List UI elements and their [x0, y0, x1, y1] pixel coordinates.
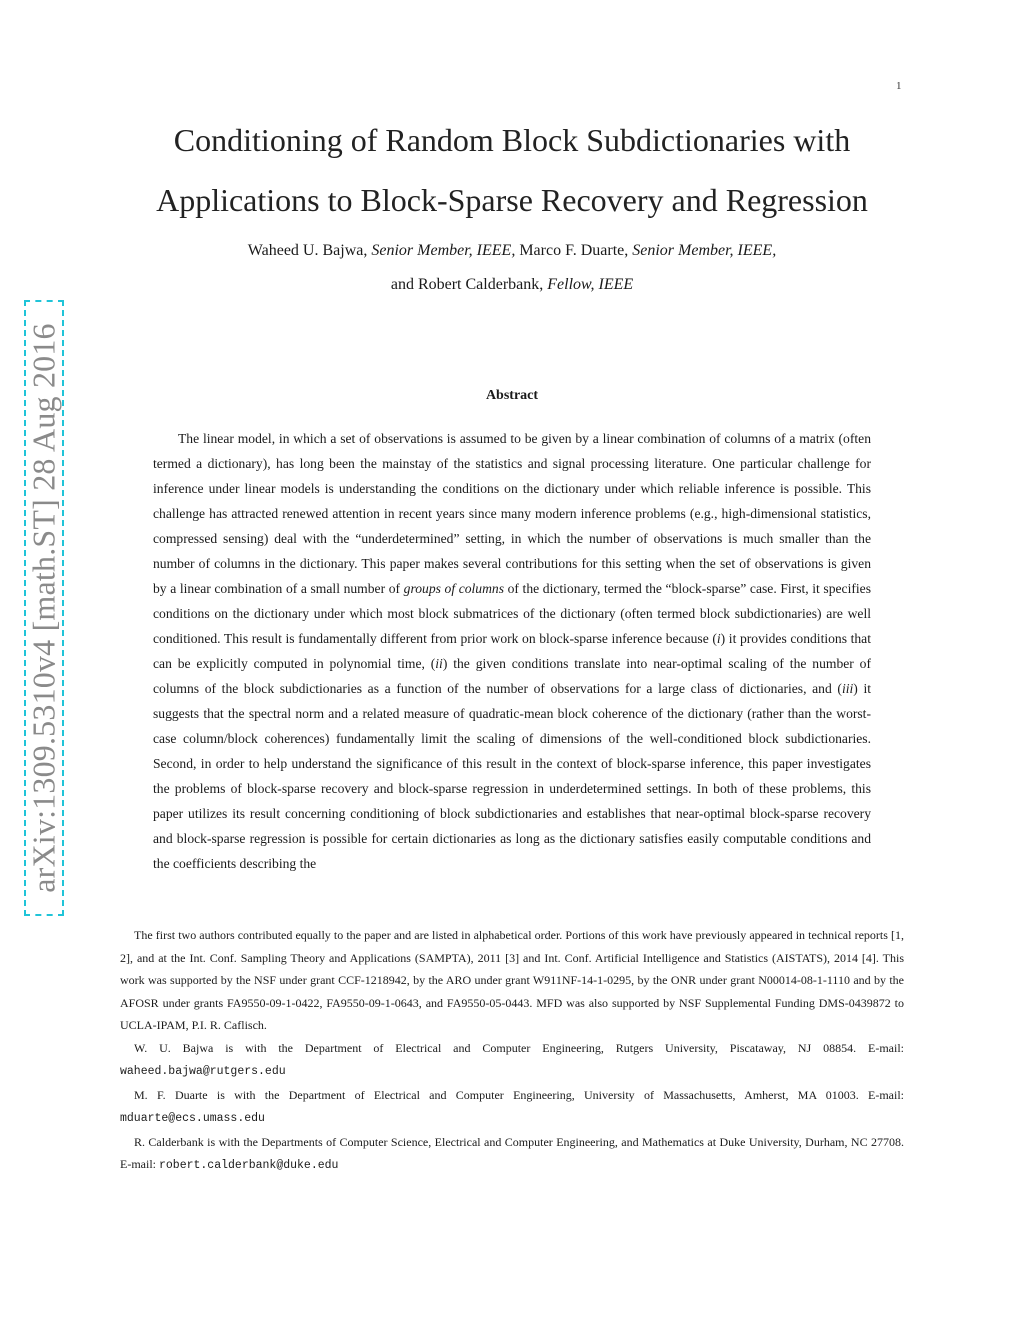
- enum-ii: ii: [435, 656, 443, 671]
- email-duarte[interactable]: mduarte@ecs.umass.edu: [120, 1112, 265, 1125]
- abstract-part-3: of the dictionary, termed the “block-sparse” case. First, it specifies conditions on the dictionary under which most block submatrices of the dictionary (often termed block subdictionaries) are well conditioned. This result is fundamentally different from prior work on block-sparse inference because (: [153, 581, 871, 646]
- abstract-body: [153, 426, 871, 906]
- author-calderbank: and Robert Calderbank,: [390, 276, 544, 293]
- author-duarte: Marco F. Duarte,: [519, 242, 629, 259]
- enum-iii: iii: [841, 681, 854, 696]
- footnote-bajwa-text: W. U. Bajwa is with the Department of Electrical and Computer Engineering, Rutgers University, Piscataway, NJ 08854. E-mail:: [134, 1040, 904, 1055]
- author-bajwa-role: Senior Member, IEEE,: [371, 242, 516, 259]
- footnotes: [120, 924, 904, 1178]
- email-calderbank[interactable]: robert.calderbank@duke.edu: [159, 1159, 339, 1172]
- paper-title: [110, 110, 914, 230]
- author-calderbank-role: Fellow, IEEE: [547, 276, 634, 293]
- arxiv-stamp[interactable]: [24, 300, 64, 916]
- author-line-1: [110, 234, 914, 268]
- abstract-part-5: ) the given conditions translate into near-optimal scaling of the number of columns of the block subdictionaries as a function of the number of observations for a large class of dictionaries, and (: [153, 656, 871, 696]
- footnote-calderbank: [120, 1131, 904, 1178]
- footnote-duarte: [120, 1084, 904, 1131]
- abstract-part-6: ) it suggests that the spectral norm and a related measure of quadratic-mean block coherence of the dictionary (rather than the worst-case column/block coherences) fundamentally limit the scaling of dimensions of the well-conditioned block subdictionaries. Second, in order to help understand the significance of this result in the context of block-sparse inference, this paper investigates the problems of block-sparse recovery and block-sparse regression in underdetermined settings. In both of these problems, this paper utilizes its result concerning conditioning of block subdictionaries and establishes that near-optimal block-sparse recovery and block-sparse regression is possible for certain dictionaries as long as the dictionary satisfies easily computable conditions and the coefficients describing the: [153, 681, 871, 871]
- email-bajwa[interactable]: waheed.bajwa@rutgers.edu: [120, 1065, 286, 1078]
- abstract-heading: Abstract: [485, 388, 539, 403]
- page-number: 1: [896, 80, 902, 92]
- footnote-funding: The first two authors contributed equally to the paper and are listed in alphabetical order. Portions of this work have previously appeared in technical reports [1, 2], and at the Int. Conf. Sampling Theory and Applications (SAMPTA), 2011 [3] and Int. Conf. Artificial Intelligence and Statistics (AISTATS), 2014 [4]. This work was supported by the NSF under grant CCF-1218942, by the ARO under grant W911NF-14-1-0295, by the ONR under grant N00014-08-1-1110 and by the AFOSR under grants FA9550-09-1-0422, FA9550-09-1-0643, and FA9550-05-0443. MFD was also supported by NSF Supplemental Funding DMS-0439872 to UCLA-IPAM, P.I. R. Caflisch.: [120, 928, 904, 1032]
- title-line-2: Applications to Block-Sparse Recovery and Regression: [156, 182, 868, 218]
- footnote-calderbank-text: R. Calderbank is with the Departments of Computer Science, Electrical and Computer Engineering, and Mathematics at Duke University, Durham, NC 27708. E-mail:: [120, 1134, 904, 1171]
- footnote-duarte-text: M. F. Duarte is with the Department of Electrical and Computer Engineering, University of Massachusetts, Amherst, MA 01003. E-mail:: [134, 1087, 904, 1102]
- abstract-part-4: ) it provides conditions that can be explicitly computed in polynomial time, (: [153, 631, 871, 671]
- enum-i: i: [716, 631, 721, 646]
- author-bajwa: Waheed U. Bajwa,: [247, 242, 368, 259]
- author-line-2: [110, 268, 914, 302]
- footnote-bajwa: [120, 1037, 904, 1084]
- author-list: [110, 234, 914, 302]
- abstract-part-1: The linear model, in which a set of observations is assumed to be given by a linear combination of columns of a matrix (often termed a dictionary), has long been the mainstay of the statistics and signal processing literature. One particular challenge for inference under linear models is understanding the conditions on the dictionary under which reliable inference is possible. This challenge has attracted renewed attention in recent years since many modern inference problems (e.g., high-dimensional statistics, compressed sensing) deal with the “underdetermined” setting, in which the number of observations is much smaller than the number of columns in the dictionary. This paper makes several contributions for this setting when the set of observations is given by a linear combination of a small number of: [153, 431, 871, 596]
- title-line-1: Conditioning of Random Block Subdictionaries with: [173, 122, 851, 158]
- abstract-emphasis: groups of columns: [403, 581, 505, 596]
- author-duarte-role: Senior Member, IEEE,: [632, 242, 777, 259]
- arxiv-stamp-text: arXiv:1309.5310v4 [math.ST] 28 Aug 2016: [25, 323, 62, 893]
